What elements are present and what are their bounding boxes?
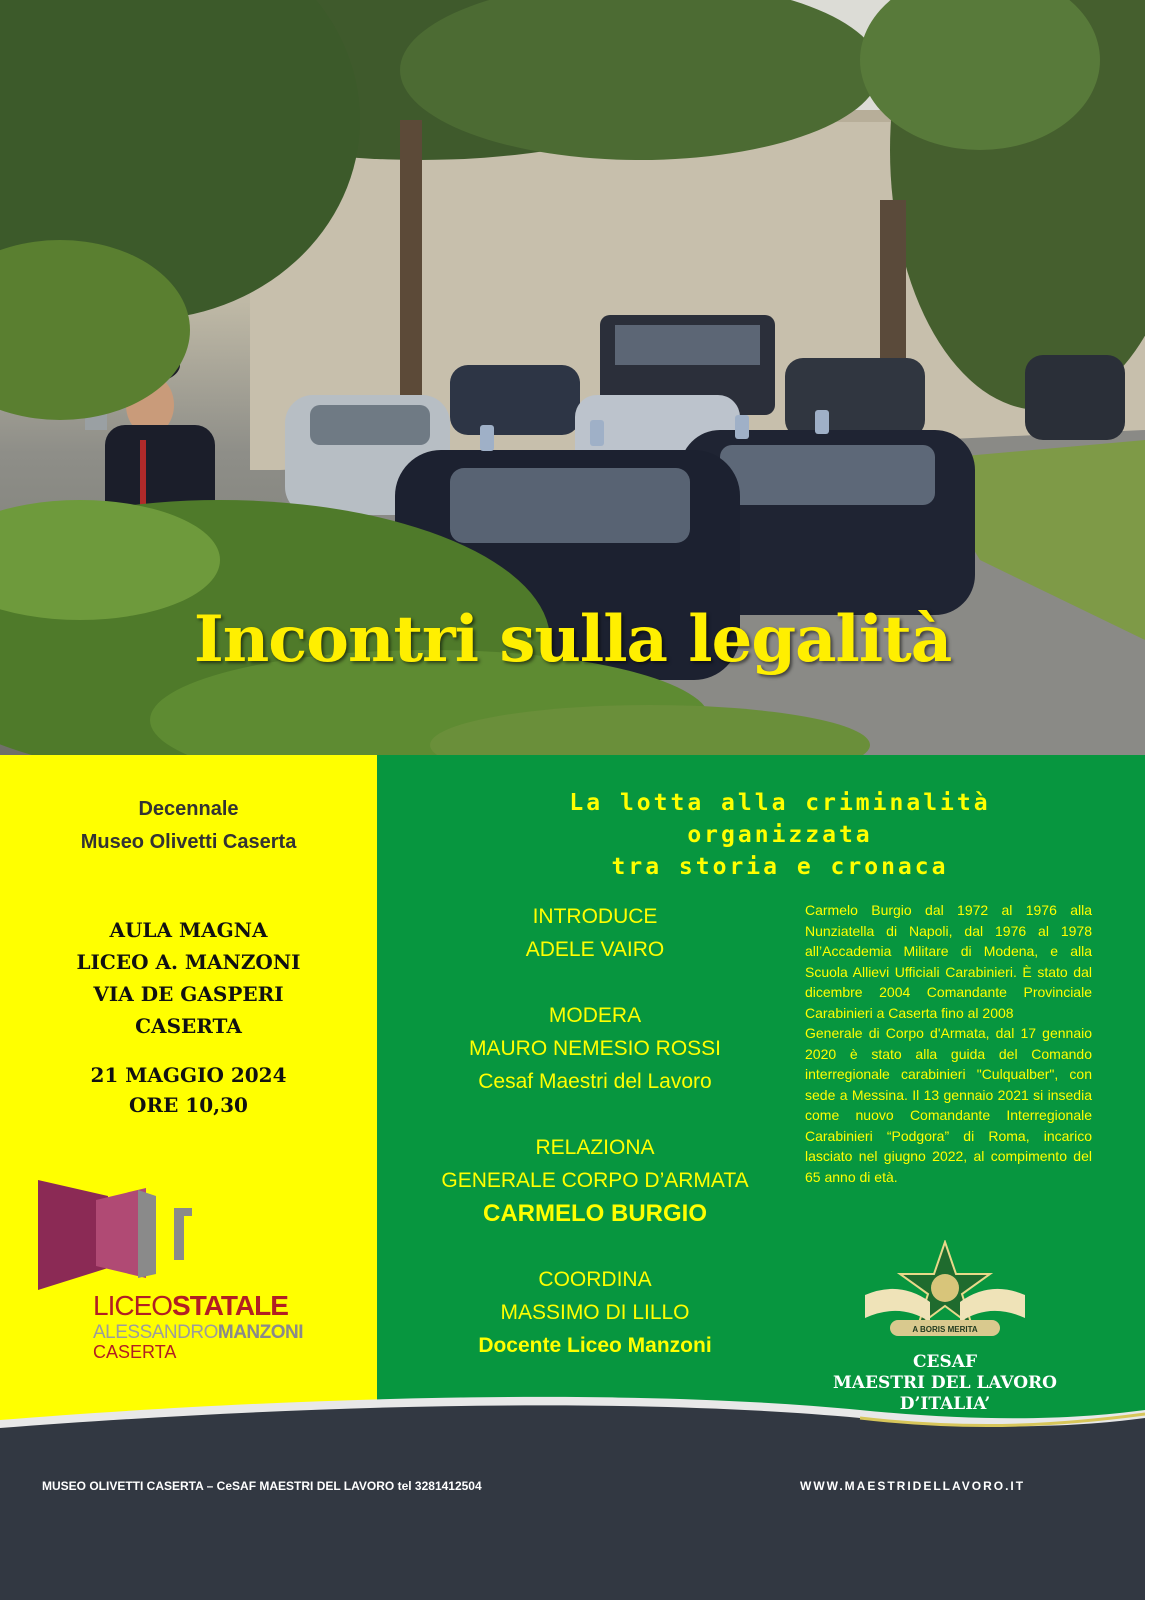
event-time: ORE 10,30 [129, 1093, 248, 1117]
conference-subtitle [420, 787, 1140, 883]
cesaf-emblem-text: A BORIS MERITA [912, 1325, 978, 1334]
modera-name: MAURO NEMESIO ROSSI [468, 1037, 722, 1060]
speaker-biography [805, 900, 1092, 1187]
coordina-name: MASSIMO DI LILLO [500, 1301, 690, 1324]
liceo-logo-line-2 [93, 1322, 303, 1344]
event-date-time [0, 1060, 377, 1120]
liceo-logo-line-1 [93, 1290, 288, 1322]
cesaf-line-1: CESAF [912, 1352, 978, 1372]
coordina-affiliation: Docente Liceo Manzoni [478, 1334, 712, 1357]
alessandro-word: ALESSANDRO [93, 1322, 218, 1343]
event-line-2: Museo Olivetti Caserta [80, 831, 297, 853]
relaziona-title: GENERALE CORPO D’ARMATA [441, 1169, 749, 1192]
modera-affiliation: Cesaf Maestri del Lavoro [478, 1070, 712, 1093]
introduce-name: ADELE VAIRO [525, 938, 665, 961]
venue-line-3: VIA DE GASPERI [93, 982, 284, 1006]
cesaf-emblem-icon [860, 1240, 1030, 1340]
footer-website-link[interactable]: WWW.MAESTRIDELLAVORO.IT [800, 1479, 1026, 1493]
cesaf-line-2: MAESTRI DEL LAVORO [832, 1373, 1057, 1393]
modera-role: MODERA [548, 1004, 642, 1027]
bio-paragraph-2: Generale di Corpo d'Armata, dal 17 gennaio 2020 è stato alla guida del Comando interregionale carabinieri "Culqualber", con sede a Messina. Il 13 gennaio 2021 si insedia come nuovo Comandante Interregionale Carabinieri “Podgora” di Roma, incarico lasciato nel giugno 2022, al compimento del 65 anno di età. [805, 1025, 1092, 1185]
statale-word: STATALE [172, 1290, 288, 1321]
introduce-role: INTRODUCE [532, 905, 658, 928]
venue-line-4: CASERTA [135, 1014, 242, 1038]
event-date: 21 MAGGIO 2024 [90, 1063, 287, 1087]
subtitle-line-1: La lotta alla criminalità [569, 790, 991, 816]
coordina-role: COORDINA [538, 1268, 652, 1291]
coordina-section [400, 1263, 790, 1362]
subtitle-line-2: organizzata [687, 822, 873, 848]
footer-swoosh [0, 1380, 1145, 1470]
relaziona-role: RELAZIONA [535, 1136, 655, 1159]
relaziona-section [400, 1131, 790, 1230]
event-label [0, 793, 377, 859]
subtitle-line-3: tra storia e cronaca [611, 854, 949, 880]
footer-contact: MUSEO OLIVETTI CASERTA – CeSAF MAESTRI DEL LAVORO tel 3281412504 [42, 1479, 482, 1493]
relaziona-name: CARMELO BURGIO [483, 1200, 707, 1227]
cesaf-line-3: D’ITALIA’ [899, 1394, 991, 1414]
modera-section [400, 999, 790, 1098]
venue-address [0, 914, 377, 1042]
liceo-word: LICEO [93, 1290, 173, 1321]
headline: Incontri sulla legalità [193, 602, 952, 677]
event-line-1: Decennale [138, 798, 239, 820]
venue-line-1: AULA MAGNA [109, 918, 268, 942]
speaker-program [400, 900, 790, 1395]
liceo-logo-line-3: CASERTA [93, 1342, 177, 1362]
introduce-section [400, 900, 790, 966]
manzoni-word: MANZONI [217, 1322, 304, 1343]
venue-line-2: LICEO A. MANZONI [76, 950, 301, 974]
bio-paragraph-1: Carmelo Burgio dal 1972 al 1976 alla Nunziatella di Napoli, dal 1976 al 1978 all’Accademia Militare di Modena, e alla Scuola Allievi Ufficiali Carabinieri. È stato dal dicembre 2004 Comandante Provinciale Carabinieri a Caserta fino al 2008 [805, 902, 1092, 1021]
